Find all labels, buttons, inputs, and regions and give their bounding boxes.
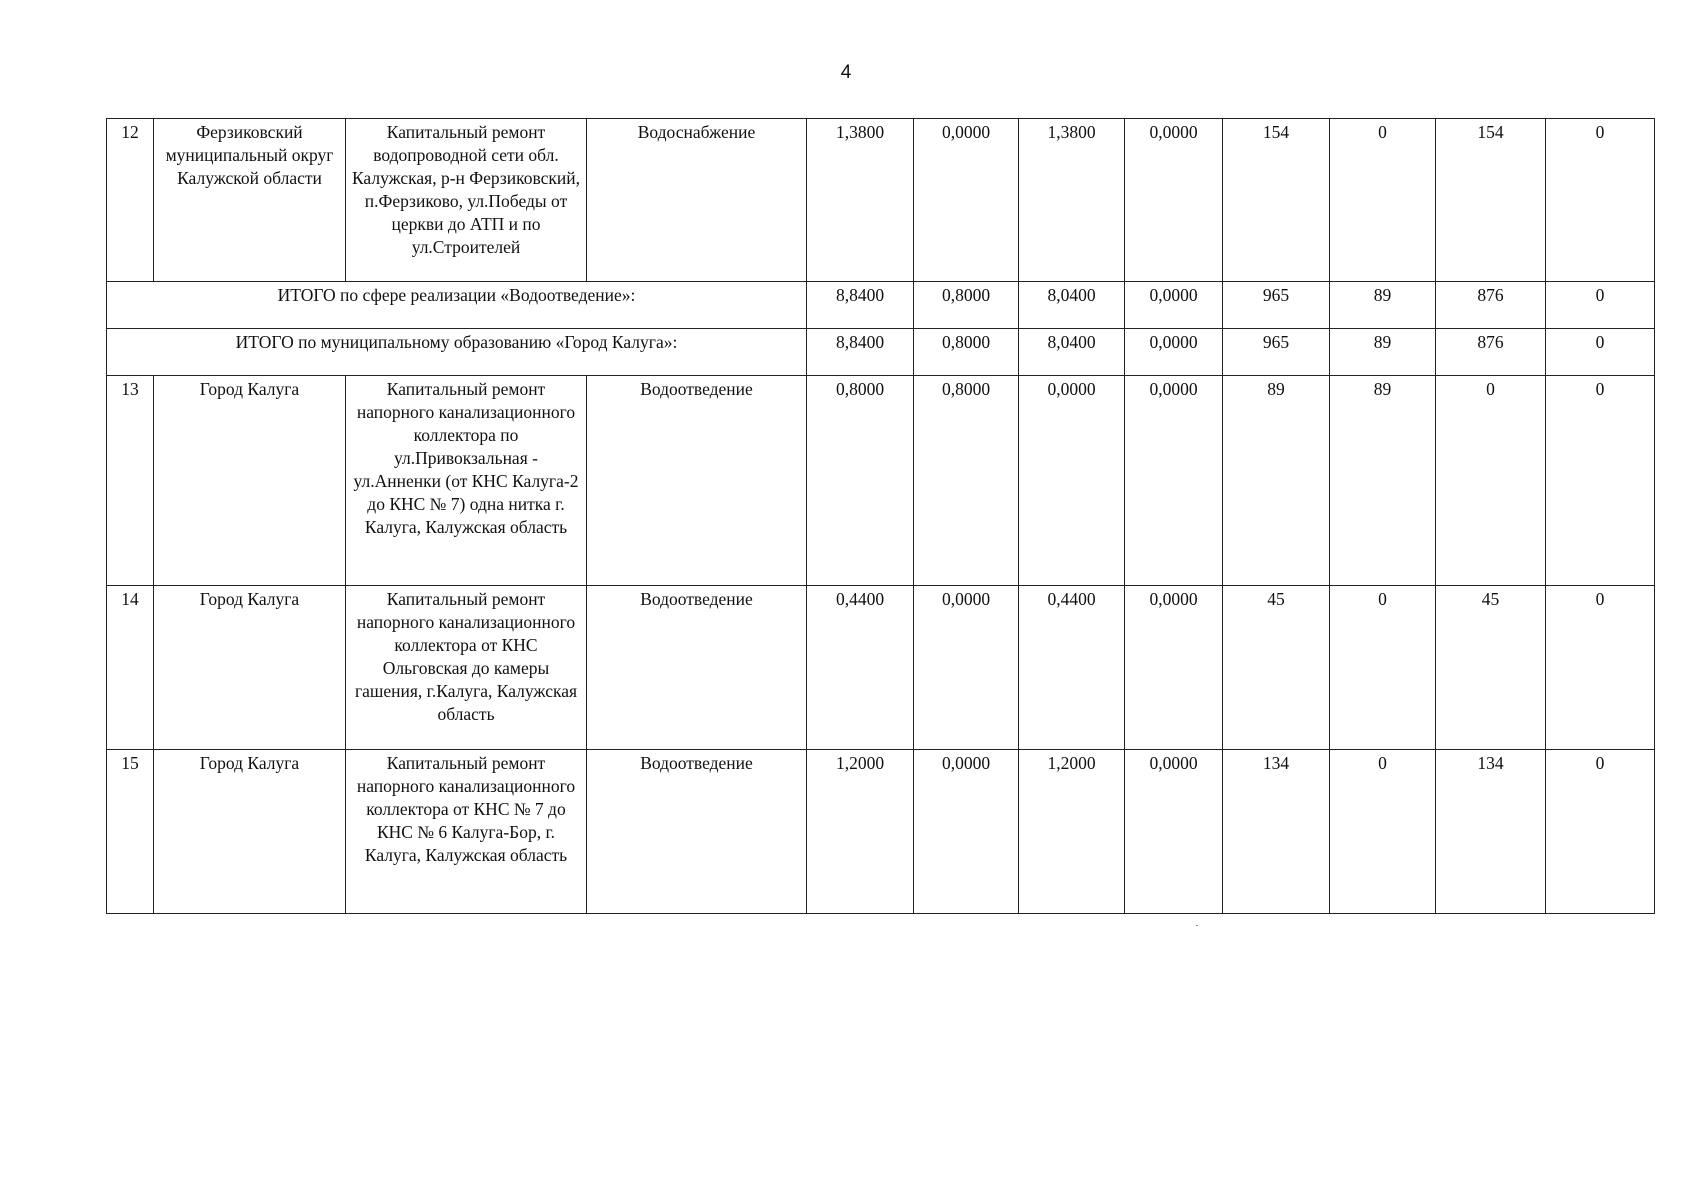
value-cell: 0 [1330,750,1436,914]
municipality-cell: Ферзиковский муниципальный округ Калужской области [154,119,346,282]
value-cell: 0 [1546,750,1655,914]
value-cell: 0,0000 [914,586,1019,750]
description-cell: Капитальный ремонт напорного канализационного коллектора от КНС № 7 до КНС № 6 Калуга-Бор, г. Калуга, Калужская область [346,750,587,914]
value-cell: 0,0000 [1125,119,1223,282]
scan-speck [1196,925,1198,926]
value-cell: 0,8000 [914,329,1019,376]
value-cell: 876 [1436,329,1546,376]
sphere-cell: Водоотведение [587,376,807,586]
page-number: 4 [840,62,852,83]
value-cell: 0 [1436,376,1546,586]
value-cell: 0 [1546,119,1655,282]
table-row [107,750,1655,914]
value-cell: 0,8000 [914,282,1019,329]
value-cell: 45 [1436,586,1546,750]
total-row [107,282,1655,329]
value-cell: 0 [1330,586,1436,750]
value-cell: 8,8400 [807,282,914,329]
value-cell: 89 [1330,282,1436,329]
table-row [107,119,1655,282]
value-cell: 154 [1223,119,1330,282]
row-number: 12 [107,119,154,282]
value-cell: 0,0000 [1125,329,1223,376]
value-cell: 89 [1223,376,1330,586]
sphere-cell: Водоснабжение [587,119,807,282]
total-label: ИТОГО по муниципальному образованию «Город Калуга»: [107,329,807,376]
value-cell: 0 [1546,376,1655,586]
value-cell: 965 [1223,282,1330,329]
value-cell: 0,0000 [1125,750,1223,914]
value-cell: 965 [1223,329,1330,376]
total-label: ИТОГО по сфере реализации «Водоотведение»: [107,282,807,329]
table-row [107,586,1655,750]
row-number: 15 [107,750,154,914]
value-cell: 0,8000 [914,376,1019,586]
row-number: 14 [107,586,154,750]
value-cell: 0,0000 [1125,586,1223,750]
value-cell: 0,0000 [914,750,1019,914]
value-cell: 45 [1223,586,1330,750]
value-cell: 0,0000 [1125,376,1223,586]
municipality-cell: Город Калуга [154,750,346,914]
value-cell: 0,0000 [1125,282,1223,329]
value-cell: 0 [1546,586,1655,750]
table-row [107,376,1655,586]
sphere-cell: Водоотведение [587,586,807,750]
value-cell: 134 [1436,750,1546,914]
value-cell: 8,8400 [807,329,914,376]
description-cell: Капитальный ремонт водопроводной сети обл. Калужская, р-н Ферзиковский, п.Ферзиково, ул.Победы от церкви до АТП и по ул.Строителей [346,119,587,282]
value-cell: 0,0000 [1019,376,1125,586]
total-row [107,329,1655,376]
value-cell: 0 [1330,119,1436,282]
sphere-cell: Водоотведение [587,750,807,914]
value-cell: 134 [1223,750,1330,914]
value-cell: 0,8000 [807,376,914,586]
row-number: 13 [107,376,154,586]
value-cell: 1,2000 [1019,750,1125,914]
value-cell: 8,0400 [1019,282,1125,329]
value-cell: 0 [1546,282,1655,329]
value-cell: 1,3800 [1019,119,1125,282]
value-cell: 8,0400 [1019,329,1125,376]
value-cell: 89 [1330,376,1436,586]
description-cell: Капитальный ремонт напорного канализационного коллектора по ул.Привокзальная - ул.Анненки (от КНС Калуга-2 до КНС № 7) одна нитка г. Калуга, Калужская область [346,376,587,586]
works-table [106,118,1655,914]
value-cell: 0,0000 [914,119,1019,282]
description-cell: Капитальный ремонт напорного канализационного коллектора от КНС Ольговская до камеры гашения, г.Калуга, Калужская область [346,586,587,750]
value-cell: 0,4400 [807,586,914,750]
value-cell: 1,2000 [807,750,914,914]
municipality-cell: Город Калуга [154,376,346,586]
value-cell: 154 [1436,119,1546,282]
value-cell: 876 [1436,282,1546,329]
value-cell: 1,3800 [807,119,914,282]
value-cell: 89 [1330,329,1436,376]
municipality-cell: Город Калуга [154,586,346,750]
value-cell: 0 [1546,329,1655,376]
value-cell: 0,4400 [1019,586,1125,750]
